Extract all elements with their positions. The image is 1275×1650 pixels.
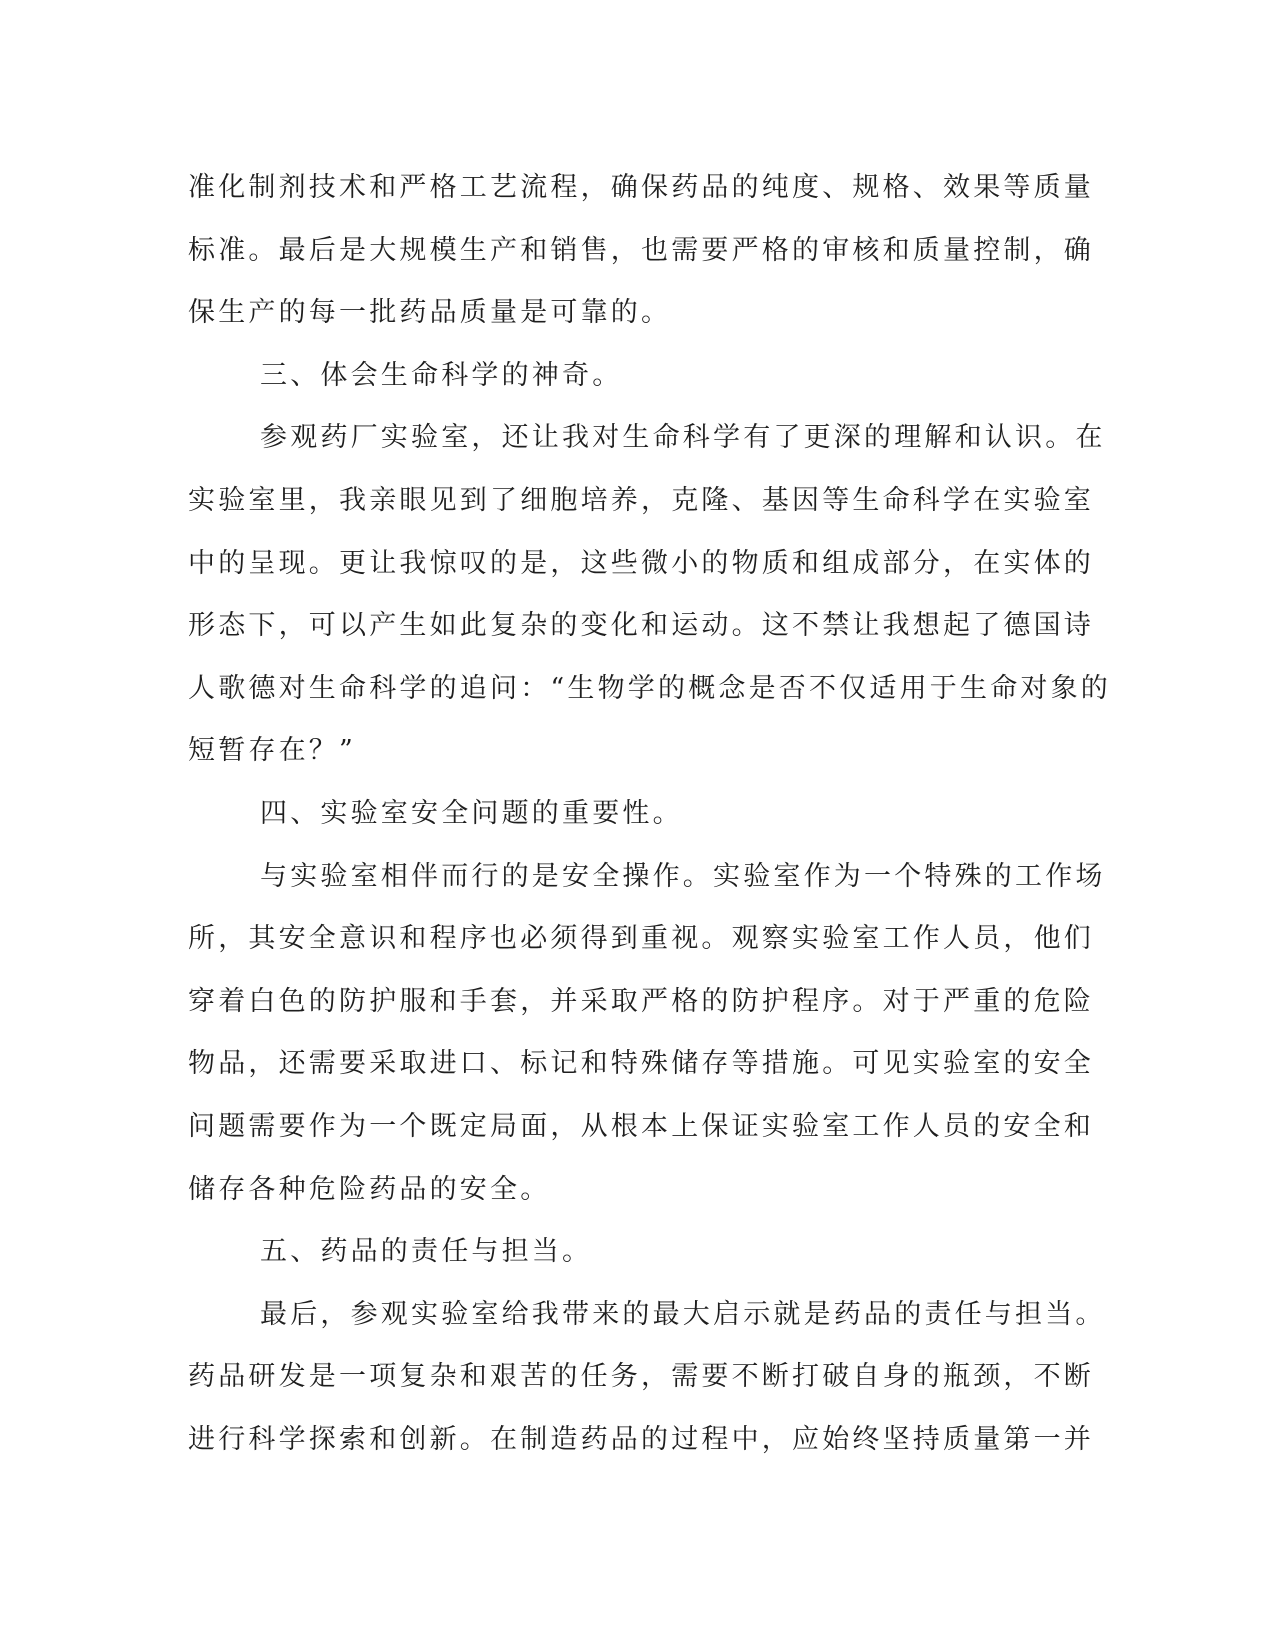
section-heading: 三、体会生命科学的神奇。 [260,359,623,391]
text-line: 与实验室相伴而行的是安全操作。实验室作为一个特殊的工作场 [260,860,1106,892]
text-line: 短暂存在？” [188,735,357,767]
document-body [188,157,1112,1471]
section-heading: 四、实验室安全问题的重要性。 [260,797,683,829]
text-line: 问题需要作为一个既定局面，从根本上保证实验室工作人员的安全和 [188,1110,1094,1142]
text-line: 进行科学探索和创新。在制造药品的过程中，应始终坚持质量第一并 [188,1423,1094,1455]
text-line: 所，其安全意识和程序也必须得到重视。观察实验室工作人员，他们 [188,923,1094,955]
text-line: 形态下，可以产生如此复杂的变化和运动。这不禁让我想起了德国诗 [188,610,1094,642]
text-line: 中的呈现。更让我惊叹的是，这些微小的物质和组成部分，在实体的 [188,547,1094,579]
text-line: 物品，还需要采取进口、标记和特殊储存等措施。可见实验室的安全 [188,1048,1094,1080]
text-line: 标准。最后是大规模生产和销售，也需要严格的审核和质量控制，确 [188,234,1094,266]
section-heading: 五、药品的责任与担当。 [260,1236,593,1268]
text-line: 药品研发是一项复杂和艰苦的任务，需要不断打破自身的瓶颈，不断 [188,1361,1094,1393]
text-line: 保生产的每一批药品质量是可靠的。 [188,297,672,329]
text-line: 实验室里，我亲眼见到了细胞培养，克隆、基因等生命科学在实验室 [188,484,1094,516]
text-line: 储存各种危险药品的安全。 [188,1173,551,1205]
text-line: 参观药厂实验室，还让我对生命科学有了更深的理解和认识。在 [260,422,1106,454]
text-line: 最后，参观实验室给我带来的最大启示就是药品的责任与担当。 [260,1298,1106,1330]
text-line: 准化制剂技术和严格工艺流程，确保药品的纯度、规格、效果等质量 [188,172,1094,203]
text-line: 穿着白色的防护服和手套，并采取严格的防护程序。对于严重的危险 [188,985,1094,1017]
text-line: 人歌德对生命科学的追问：“生物学的概念是否不仅适用于生命对象的 [188,672,1112,704]
